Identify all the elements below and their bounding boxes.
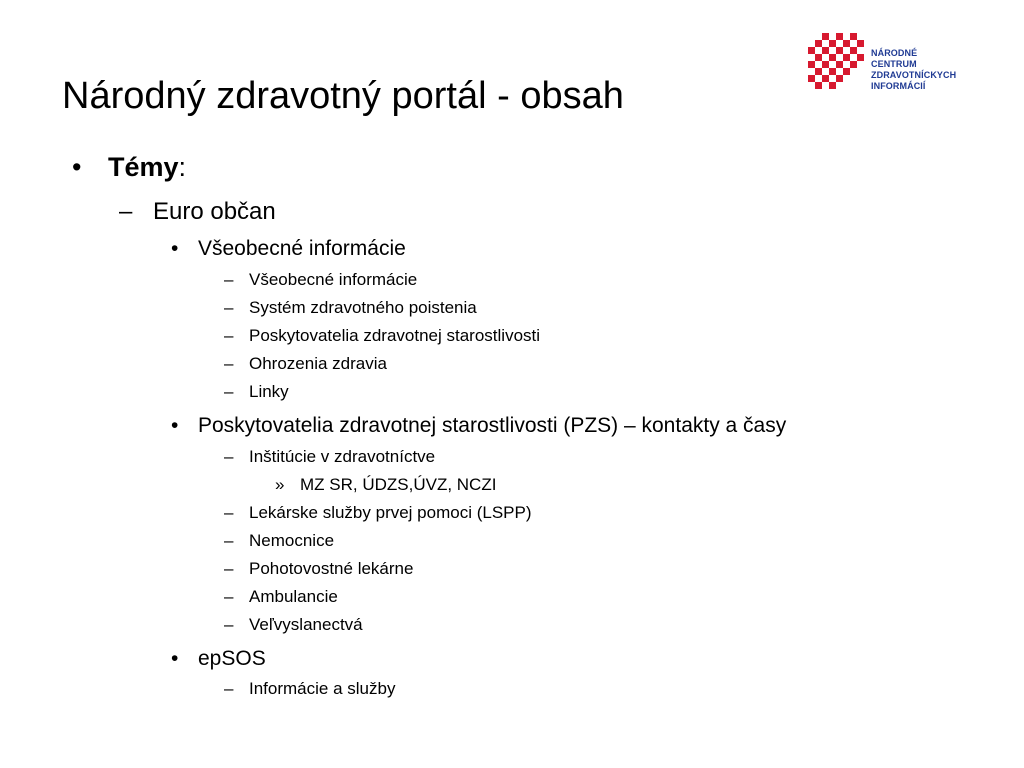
dash-marker: – bbox=[224, 679, 234, 698]
dash-marker: – bbox=[224, 298, 234, 317]
list-item: Veľvyslanectvá bbox=[249, 615, 363, 634]
raquo-marker: » bbox=[275, 475, 285, 494]
bullet-marker: • bbox=[171, 414, 179, 437]
logo-line: CENTRUM bbox=[871, 59, 917, 69]
dash-marker: – bbox=[224, 326, 234, 345]
bullet-marker: • bbox=[72, 152, 82, 182]
topic-label: Témy bbox=[108, 152, 179, 182]
list-item: Lekárske služby prvej pomoci (LSPP) bbox=[249, 503, 532, 522]
logo-line: ZDRAVOTNÍCKYCH bbox=[871, 70, 957, 80]
dash-marker: – bbox=[224, 447, 234, 466]
providers-heading: Poskytovatelia zdravotnej starostlivosti (PZS) – kontakty a časy bbox=[198, 414, 787, 437]
list-item: Všeobecné informácie bbox=[249, 270, 418, 289]
dash-marker: – bbox=[224, 354, 234, 373]
logo-line: INFORMÁCIÍ bbox=[871, 81, 926, 91]
topic-heading bbox=[108, 150, 186, 184]
logo-text bbox=[871, 48, 956, 92]
list-item: Ambulancie bbox=[249, 587, 338, 606]
bullet-marker: • bbox=[171, 237, 179, 260]
dash-marker: – bbox=[224, 559, 234, 578]
checkerboard-logo-icon bbox=[808, 33, 864, 89]
list-item: Systém zdravotného poistenia bbox=[249, 298, 477, 317]
list-item: Nemocnice bbox=[249, 531, 335, 550]
list-item: Inštitúcie v zdravotníctve bbox=[249, 447, 436, 466]
logo-line: NÁRODNÉ bbox=[871, 48, 918, 58]
general-info-heading: Všeobecné informácie bbox=[198, 237, 406, 260]
topic-colon: : bbox=[178, 152, 187, 182]
dash-marker: – bbox=[119, 198, 133, 225]
euro-citizen: Euro občan bbox=[153, 198, 276, 225]
dash-marker: – bbox=[224, 615, 234, 634]
dash-marker: – bbox=[224, 587, 234, 606]
list-item: MZ SR, ÚDZS,ÚVZ, NCZI bbox=[300, 475, 497, 494]
slide-title: Národný zdravotný portál - obsah bbox=[62, 75, 624, 117]
epsos-heading: epSOS bbox=[198, 647, 266, 670]
bullet-marker: • bbox=[171, 647, 179, 670]
nczi-logo bbox=[808, 33, 998, 89]
list-item: Pohotovostné lekárne bbox=[249, 559, 414, 578]
dash-marker: – bbox=[224, 531, 234, 550]
list-item: Poskytovatelia zdravotnej starostlivosti bbox=[249, 326, 541, 345]
list-item: Ohrozenia zdravia bbox=[249, 354, 387, 373]
list-item: Informácie a služby bbox=[249, 679, 396, 698]
dash-marker: – bbox=[224, 382, 234, 401]
dash-marker: – bbox=[224, 503, 234, 522]
list-item: Linky bbox=[249, 382, 289, 401]
dash-marker: – bbox=[224, 270, 234, 289]
